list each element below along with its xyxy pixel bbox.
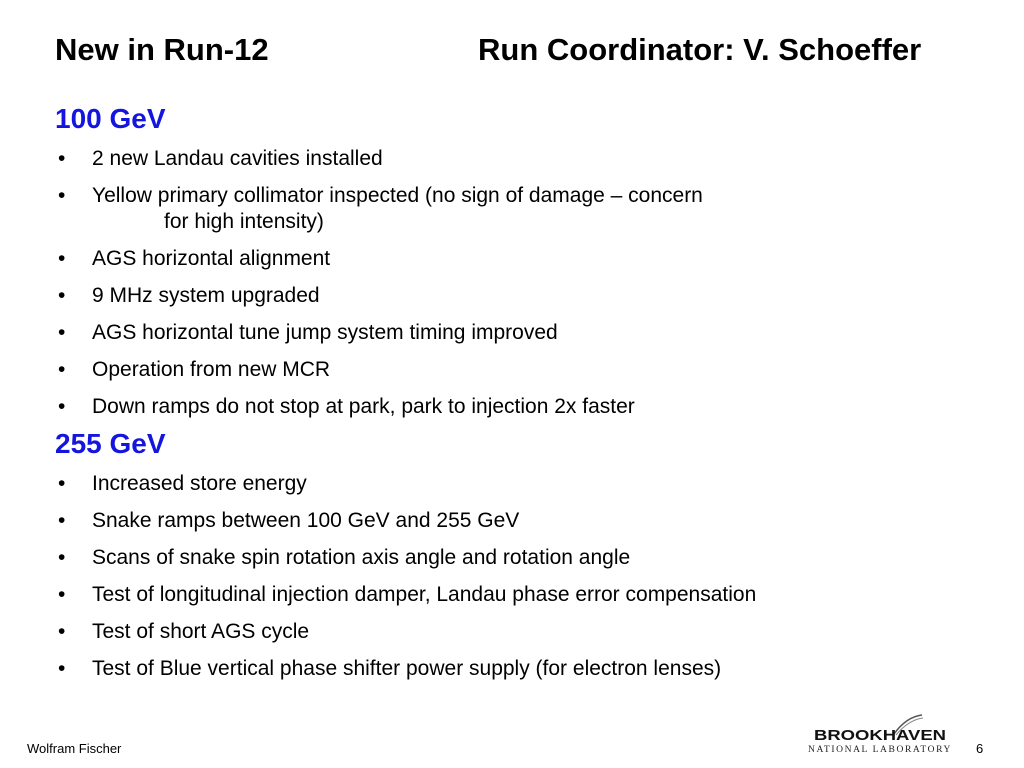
bullet-marker: • xyxy=(58,247,66,270)
list-item xyxy=(55,146,985,172)
bullet-marker: • xyxy=(58,657,66,680)
list-item xyxy=(55,582,985,608)
bullet-text: 2 new Landau cavities installed xyxy=(92,147,383,170)
list-item xyxy=(55,619,985,645)
list-item xyxy=(55,183,985,235)
bullet-marker: • xyxy=(58,472,66,495)
footer-author: Wolfram Fischer xyxy=(27,741,122,756)
logo-line2: NATIONAL LABORATORY xyxy=(808,745,952,755)
bullet-text: AGS horizontal tune jump system timing improved xyxy=(92,321,558,344)
slide-title-left: New in Run-12 xyxy=(55,32,269,67)
slide-title-right: Run Coordinator: V. Schoeffer xyxy=(478,32,922,67)
bullet-marker: • xyxy=(58,509,66,532)
brookhaven-logo xyxy=(806,714,956,756)
bullet-marker: • xyxy=(58,358,66,381)
bullet-text: Test of longitudinal injection damper, Landau phase error compensation xyxy=(92,583,757,606)
bullet-text: AGS horizontal alignment xyxy=(92,247,331,270)
bullet-marker: • xyxy=(58,395,66,418)
logo-line1: BROOKHAVEN xyxy=(814,727,946,744)
list-item xyxy=(55,357,985,383)
list-item xyxy=(55,545,985,571)
bullet-text: Increased store energy xyxy=(92,472,307,495)
bullet-marker: • xyxy=(58,583,66,606)
section-heading-255-gev: 255 GeV xyxy=(55,428,166,459)
list-item xyxy=(55,320,985,346)
bullet-text: 9 MHz system upgraded xyxy=(92,284,320,307)
list-item xyxy=(55,283,985,309)
bullet-text: Operation from new MCR xyxy=(92,358,331,381)
bullet-text: Down ramps do not stop at park, park to injection 2x faster xyxy=(92,395,635,418)
bullet-marker: • xyxy=(58,184,66,207)
list-item xyxy=(55,656,985,682)
bullet-text: Test of Blue vertical phase shifter power supply (for electron lenses) xyxy=(92,657,722,680)
list-item xyxy=(55,246,985,272)
bullet-list-100-gev xyxy=(55,146,985,420)
page-number: 6 xyxy=(976,741,984,756)
bullet-marker: • xyxy=(58,147,66,170)
list-item xyxy=(55,394,985,420)
list-item xyxy=(55,508,985,534)
bullet-text: Test of short AGS cycle xyxy=(92,620,310,643)
bullet-text-continuation: for high intensity) xyxy=(164,210,324,233)
bullet-marker: • xyxy=(58,546,66,569)
bullet-marker: • xyxy=(58,284,66,307)
bullet-text: Yellow primary collimator inspected (no sign of damage – concern xyxy=(92,184,703,207)
bullet-list-255-gev xyxy=(55,471,985,682)
bullet-marker: • xyxy=(58,321,66,344)
bullet-text: Scans of snake spin rotation axis angle and rotation angle xyxy=(92,546,631,569)
slide-content xyxy=(55,102,985,693)
bullet-marker: • xyxy=(58,620,66,643)
section-heading-100-gev: 100 GeV xyxy=(55,103,166,134)
list-item xyxy=(55,471,985,497)
bullet-text: Snake ramps between 100 GeV and 255 GeV xyxy=(92,509,520,532)
